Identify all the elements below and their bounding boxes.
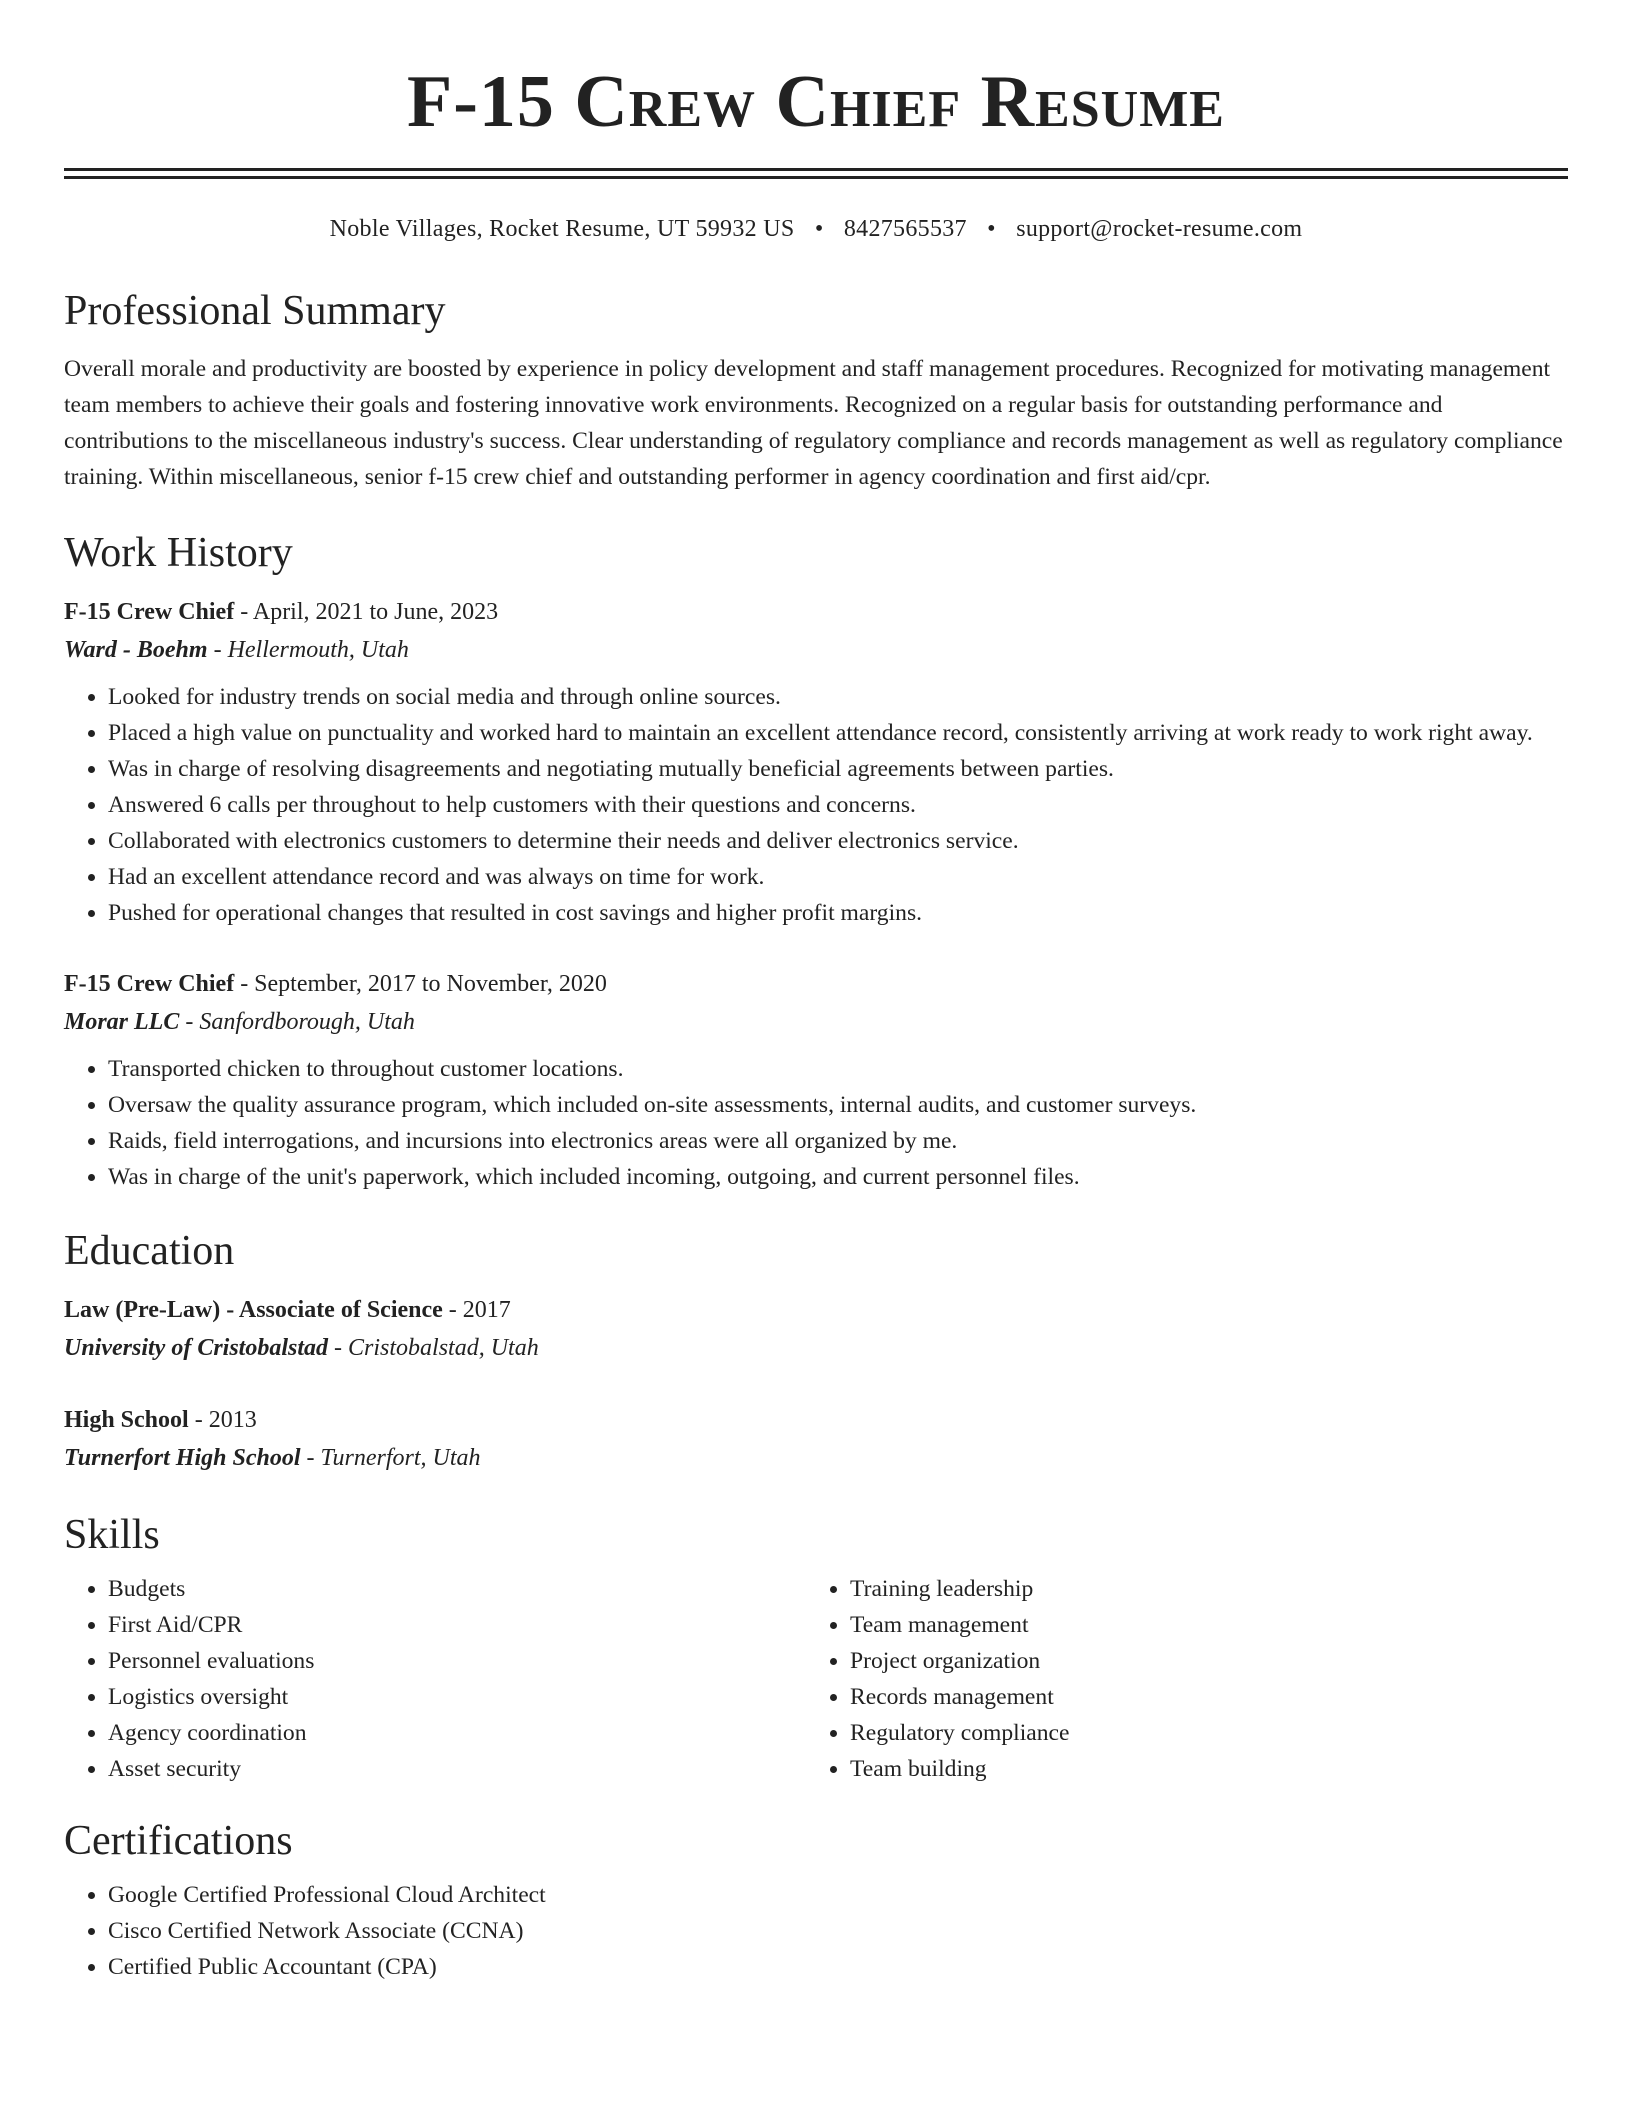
skill-item: • Asset security: [108, 1751, 806, 1787]
skill-item: • Agency coordination: [108, 1715, 806, 1751]
list-item: • Was in charge of the unit's paperwork, which included incoming, outgoing, and current personnel files.: [108, 1159, 1568, 1195]
job-title-line: [64, 593, 1568, 631]
skill-item: • Records management: [850, 1679, 1568, 1715]
school-line: [64, 1439, 1568, 1477]
school-line: [64, 1329, 1568, 1367]
degree-line: [64, 1291, 1568, 1329]
job-title-line: [64, 965, 1568, 1003]
summary-heading: Professional Summary: [64, 288, 446, 334]
resume-page: [64, 0, 1568, 1985]
list-item: • Collaborated with electronics customers to determine their needs and deliver electronics service.: [108, 823, 1568, 859]
skills-heading: Skills: [64, 1512, 160, 1558]
education-heading: Education: [64, 1228, 235, 1274]
job-company: Ward - Boehm: [64, 637, 208, 663]
skill-item: • Regulatory compliance: [850, 1715, 1568, 1751]
job-location: - Hellermouth, Utah: [207, 637, 409, 663]
skill-item: • Team management: [850, 1607, 1568, 1643]
job-company-line: [64, 631, 1568, 669]
certification-item: • Cisco Certified Network Associate (CCNA): [108, 1913, 1568, 1949]
degree-line: [64, 1401, 1568, 1439]
contact-separator: •: [987, 216, 996, 242]
list-item: • Was in charge of resolving disagreements and negotiating mutually beneficial agreements between parties.: [108, 751, 1568, 787]
list-item: • Had an excellent attendance record and was always on time for work.: [108, 859, 1568, 895]
job-title: F-15 Crew Chief: [64, 599, 235, 625]
job-entry: [64, 965, 1568, 1195]
school-location: - Turnerfort, Utah: [300, 1445, 481, 1471]
title-divider-thick: [64, 168, 1568, 171]
list-item: • Placed a high value on punctuality and worked hard to maintain an excellent attendance record, consistently arriving at work ready to work right away.: [108, 715, 1568, 751]
education-entry: [64, 1291, 1568, 1367]
job-entry: [64, 593, 1568, 931]
certifications-heading: Certifications: [64, 1818, 293, 1864]
contact-info: [64, 213, 1568, 245]
work-history-heading: Work History: [64, 530, 293, 576]
job-dates: - April, 2021 to June, 2023: [234, 599, 499, 625]
skill-item: • Budgets: [108, 1571, 806, 1607]
skills-grid: [64, 1571, 1568, 1787]
certifications-list: [64, 1877, 1568, 1985]
title-divider-thin: [64, 176, 1568, 179]
job-dates: - September, 2017 to November, 2020: [234, 971, 607, 997]
job-company-line: [64, 1003, 1568, 1041]
degree-name: High School: [64, 1407, 189, 1433]
job-title: F-15 Crew Chief: [64, 971, 235, 997]
degree-year: - 2013: [188, 1407, 257, 1433]
contact-separator: •: [814, 216, 824, 242]
school-name: University of Cristobalstad: [64, 1335, 329, 1361]
contact-phone: 8427565537: [843, 216, 967, 242]
contact-email: support@rocket-resume.com: [1016, 216, 1303, 242]
contact-address: Noble Villages, Rocket Resume, UT 59932 US: [329, 216, 795, 242]
skill-item: • Personnel evaluations: [108, 1643, 806, 1679]
skill-item: • Team building: [850, 1751, 1568, 1787]
skill-item: • First Aid/CPR: [108, 1607, 806, 1643]
certification-item: • Certified Public Accountant (CPA): [108, 1949, 1568, 1985]
job-duties-list: [64, 679, 1568, 931]
certification-item: • Google Certified Professional Cloud Architect: [108, 1877, 1568, 1913]
list-item: • Looked for industry trends on social media and through online sources.: [108, 679, 1568, 715]
list-item: • Raids, field interrogations, and incursions into electronics areas were all organized by me.: [108, 1123, 1568, 1159]
list-item: • Oversaw the quality assurance program, which included on-site assessments, internal audits, and customer surveys.: [108, 1087, 1568, 1123]
resume-title: F-15 Crew Chief Resume: [407, 61, 1225, 143]
degree-year: - 2017: [442, 1297, 511, 1323]
job-duties-list: [64, 1051, 1568, 1195]
skill-item: • Project organization: [850, 1643, 1568, 1679]
skills-column-right: [806, 1571, 1568, 1787]
education-entry: [64, 1401, 1568, 1477]
school-location: - Cristobalstad, Utah: [328, 1335, 539, 1361]
school-name: Turnerfort High School: [64, 1445, 301, 1471]
degree-name: Law (Pre-Law) - Associate of Science: [64, 1297, 443, 1323]
list-item: • Transported chicken to throughout customer locations.: [108, 1051, 1568, 1087]
summary-text: Overall morale and productivity are boosted by experience in policy development and staff management procedures. Recognized for motivating management team members to achieve their goals and fostering innovative work environments. Recognized on a regular basis for outstanding performance and contributions to the miscellaneous industry's success. Clear understanding of regulatory compliance and records management as well as regulatory compliance training. Within miscellaneous, senior f-15 crew chief and outstanding performer in agency coordination and first aid/cpr.: [64, 356, 1563, 490]
skills-column-left: [64, 1571, 806, 1787]
skill-item: • Logistics oversight: [108, 1679, 806, 1715]
job-location: - Sanfordborough, Utah: [179, 1009, 415, 1035]
job-company: Morar LLC: [64, 1009, 180, 1035]
skill-item: • Training leadership: [850, 1571, 1568, 1607]
list-item: • Pushed for operational changes that resulted in cost savings and higher profit margins.: [108, 895, 1568, 931]
list-item: • Answered 6 calls per throughout to help customers with their questions and concerns.: [108, 787, 1568, 823]
